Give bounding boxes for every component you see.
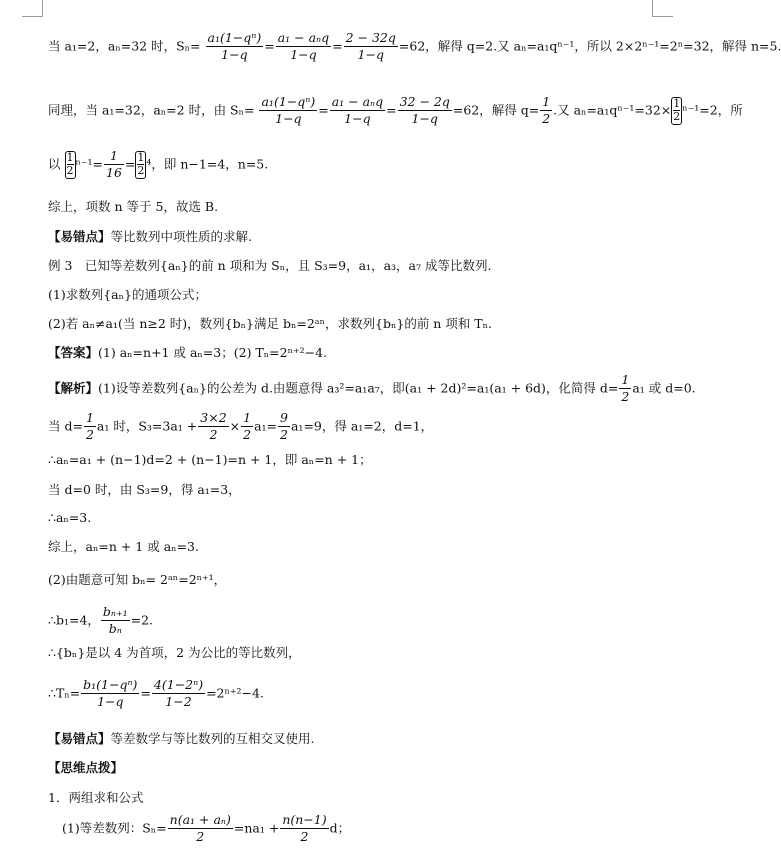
fraction: $\frac{\text{4(1−2ⁿ)}}{1-2}$ [153,677,204,710]
line-16: (2)由题意可知 bₙ= 2ᵃⁿ=2ⁿ⁺¹， [48,572,227,587]
line-3: 以 $\frac{1}{2}$ ⁿ⁻¹= $\frac{1}{16}$ = $\frac{1}{2}$ ⁴，即 n−1=4，n=5. [48,148,269,181]
line-11: 当 d= $\frac{1}{2}$ a₁ 时，S₃=3a₁ + $\frac{3\times 2}{2}$ × $\frac{1}{2}$ a₁= $\frac{9}{2}$ a₁=9，得 a₁=2，d=1， [48,410,434,443]
bracketed-fraction: $\frac{1}{2}$ [137,150,145,178]
fraction: $\frac{2 - 32q}{1-q}$ [345,30,396,63]
tag-answer: 【答案】 [48,345,99,360]
line-8: (2)若 aₙ≠a₁(当 n≥2 时)，数列{bₙ}满足 bₙ=2ᵃⁿ，求数列{bₙ}的前 n 项和 Tₙ. [48,316,493,331]
fraction: $\frac{3\times 2}{2}$ [200,410,227,443]
line-2: 同理，当 a₁=32，aₙ=2 时，由 Sₙ= $\frac{\text{a₁(1−qⁿ)}}{1-q}$ = $\frac{\text{a₁ − aₙq}}{1-q}$ = $\frac{32 - 2q}{1-q}$ =62，解得 q= $\frac{1}{2}$ .又 aₙ=a₁qⁿ⁻¹=32× $\frac{1}{2}$ ⁿ⁻¹=2，所 [48,94,743,127]
fraction: $\frac{1}{2}$ [243,410,252,443]
line-12: ∴aₙ=a₁ + (n−1)d=2 + (n−1)=n + 1，即 aₙ=n + 1； [48,452,372,467]
line-19: ∴Tₙ= $\frac{\text{b₁(1−qⁿ)}}{1-q}$ = $\frac{\text{4(1−2ⁿ)}}{1-2}$ =2ⁿ⁺²−4. [48,677,264,710]
fraction: $\frac{1}{16}$ [106,148,122,181]
fraction: $\frac{9}{2}$ [280,410,288,443]
bracketed-fraction: $\frac{1}{2}$ [673,96,681,124]
line-18: ∴{bₙ}是以 4 为首项，2 为公比的等比数列， [48,645,301,660]
line-22: 1．两组求和公式 [48,790,144,805]
line-17: ∴b₁=4， $\frac{\text{bₙ₊₁}}{\text{bₙ}}$ =2. [48,604,153,637]
bracketed-fraction: $\frac{1}{2}$ [66,150,74,178]
fraction: $\frac{\text{a₁ − aₙq}}{1-q}$ [331,94,384,127]
line-14: ∴aₙ=3. [48,510,92,525]
line-20: 【易错点】等差数学与等比数列的互相交叉使用. [48,731,315,746]
fraction: $\frac{\text{a₁(1−qⁿ)}}{1-q}$ [207,30,262,63]
line-9: 【答案】(1) aₙ=n+1 或 aₙ=3；(2) Tₙ=2ⁿ⁺²−4. [48,345,328,360]
fraction: $\frac{n(n-1)}{2}$ [282,812,327,845]
line-1: 当 a₁=2，aₙ=32 时，Sₙ= $\frac{\text{a₁(1−qⁿ)}}{1-q}$ = $\frac{\text{a₁ − aₙq}}{1-q}$ = $\frac{2 - 32q}{1-q}$ =62，解得 q=2.又 aₙ=a₁qⁿ⁻¹，所以 2×2ⁿ⁻¹=2ⁿ=32，解得 n=5. [48,30,781,63]
corner-mark-right [652,0,673,17]
fraction: $\frac{32 - 2q}{1-q}$ [399,94,450,127]
line-5: 【易错点】等比数列中项性质的求解. [48,229,252,244]
corner-mark-left [22,0,43,17]
fraction: $\frac{\text{bₙ₊₁}}{\text{bₙ}}$ [102,604,128,637]
fraction: $\frac{\text{a₁(1−qⁿ)}}{1-q}$ [261,94,316,127]
fraction: $\frac{\text{n(a₁ + aₙ)}}{2}$ [169,812,231,845]
line-7: (1)求数列{aₙ}的通项公式； [48,287,207,302]
fraction: $\frac{1}{2}$ [85,410,94,443]
fraction: $\frac{\text{a₁ − aₙq}}{1-q}$ [277,30,330,63]
tag-error-point: 【易错点】 [48,229,111,244]
fraction: $\frac{1}{2}$ [621,372,630,405]
tag-analysis: 【解析】 [48,380,99,396]
tag-error-point: 【易错点】 [48,731,111,746]
line-10: 【解析】(1)设等差数列{aₙ}的公差为 d.由题意得 a₃²=a₁a₇，即(a₁ + 2d)²=a₁(a₁ + 6d)，化简得 d= $\frac{1}{2}$ a₁ 或 d=0. [48,372,696,405]
line-23: (1)等差数列：Sₙ= $\frac{\text{n(a₁ + aₙ)}}{2}$ =na₁ + $\frac{n(n-1)}{2}$ d； [62,812,351,845]
fraction: $\frac{1}{2}$ [542,94,551,127]
fraction: $\frac{\text{b₁(1−qⁿ)}}{1-q}$ [83,677,138,710]
line-6: 例 3 已知等差数列{aₙ}的前 n 项和为 Sₙ，且 S₃=9，a₁，a₃，a₇ 成等比数列. [48,258,492,273]
line-15: 综上，aₙ=n + 1 或 aₙ=3. [48,539,199,554]
line-21 [48,760,688,776]
tag-thinking-tips: 【思维点拨】 [48,760,124,775]
line-13: 当 d=0 时，由 S₃=9，得 a₁=3， [48,482,241,497]
line-4: 综上，项数 n 等于 5，故选 B. [48,199,219,214]
